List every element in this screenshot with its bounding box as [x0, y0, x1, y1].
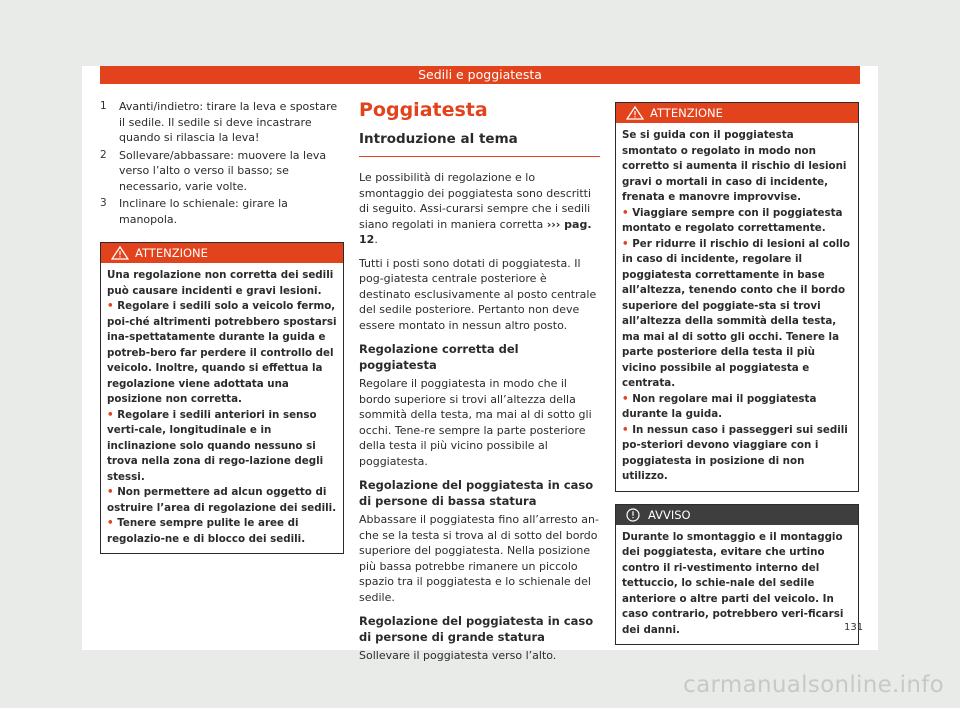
bullet-icon: •: [622, 423, 629, 436]
bullet-icon: •: [107, 300, 114, 312]
notice-header: [616, 505, 858, 525]
section-title: Poggiatesta: [359, 99, 488, 121]
paragraph: Regolare il poggiatesta in modo che il bordo superiore si trovi all’altezza della sommità della testa, ma mai al di sotto gli occhi. Tene-re sempre la parte posteriore della testa il più vicino possibile al poggiatesta.: [359, 377, 592, 468]
intro-paragraph: Le possibilità di regolazione e lo smontaggio dei poggiatesta sono descritti di seguito. Assi-curarsi sempre che i sedili siano regolati in maniera corretta ››› pag. 12.: [359, 171, 592, 246]
info-circle-icon: [626, 508, 640, 522]
step-number: 2: [100, 148, 107, 161]
warning-intro: Una regolazione non corretta dei sedili può causare incidenti e gravi lesioni.: [107, 269, 334, 297]
notice-body: Durante lo smontaggio e il montaggio dei poggiatesta, evitare che urtino contro il ri-vestimento interno del tettuccio, lo schie-nale del sedile anteriore o altre parti del veicolo. In caso contrario, potrebbero veri-ficarsi dei danni.: [622, 530, 844, 636]
warning-triangle-icon: [626, 106, 644, 120]
warning-bullet: • Tenere sempre pulite le aree di regolazio-ne e di blocco dei sedili.: [107, 517, 306, 545]
bullet-icon: •: [107, 517, 114, 529]
section-subtitle: Introduzione al tema: [359, 130, 600, 157]
warning-label: ATTENZIONE: [650, 106, 723, 120]
warning-bullet: • Regolare i sedili solo a veicolo fermo, poi-ché altrimenti potrebbero spostarsi ina-spettatamente durante la guida e potreb-bero far perdere il controllo del veicolo. Inoltre, quando si effettua la regolazione viene adottata una posizione non corretta.: [107, 300, 337, 405]
warning-label: ATTENZIONE: [135, 246, 208, 260]
warning-bullet: • In nessun caso i passeggeri sui sedili po-steriori devono viaggiare con i poggiatesta in posizione di non utilizzo.: [622, 423, 848, 482]
watermark: carmanualsonline.info: [683, 672, 944, 698]
paragraph: Tutti i posti sono dotati di poggiatesta. Il pog-giatesta centrale posteriore è destinato esclusivamente al posto centrale del sedile posteriore. Pertanto non deve essere montato in nessun altro posto.: [359, 256, 597, 332]
bullet-icon: •: [622, 392, 629, 405]
step-item: [100, 148, 344, 195]
column-right: [615, 102, 859, 645]
subsection-heading: Regolazione del poggiatesta in caso di persone di grande statura: [359, 614, 594, 644]
warning-header: [101, 243, 343, 263]
chapter-header: Sedili e poggiatesta: [100, 66, 860, 84]
bullet-icon: •: [622, 206, 629, 219]
paragraph: Sollevare il poggiatesta verso l’alto.: [359, 649, 557, 662]
notice-label: AVVISO: [648, 507, 691, 522]
bullet-icon: •: [107, 486, 114, 498]
bullet-icon: •: [622, 237, 629, 250]
warning-body: [616, 123, 858, 491]
step-item: [100, 196, 344, 227]
warning-box: [100, 242, 344, 554]
notice-box: [615, 504, 859, 646]
step-number: 1: [100, 100, 107, 112]
step-number: 3: [100, 197, 107, 209]
warning-bullet: • Viaggiare sempre con il poggiatesta montato e regolato correttamente.: [622, 206, 843, 234]
column-middle: [359, 99, 600, 672]
page-number: 131: [844, 622, 864, 633]
warning-bullet: • Non permettere ad alcun oggetto di ostruire l’area di regolazione dei sedili.: [107, 486, 337, 514]
step-text: Avanti/indietro: tirare la leva e spostare il sedile. Il sedile si deve incastrare quando si rilascia la leva!: [119, 100, 338, 144]
warning-bullet: • Non regolare mai il poggiatesta durante la guida.: [622, 392, 817, 420]
warning-header: [616, 103, 858, 123]
warning-triangle-icon: [111, 246, 129, 260]
column-left: [100, 99, 344, 554]
warning-box: [615, 102, 859, 492]
page-reference-link[interactable]: ››› pag. 12: [359, 217, 592, 246]
step-text: Inclinare lo schienale: girare la manopola.: [119, 197, 288, 226]
subsection-heading: Regolazione del poggiatesta in caso di persone di bassa statura: [359, 478, 594, 508]
warning-intro: Se si guida con il poggiatesta smontato o regolato in modo non corretto si aumenta il rischio di lesioni gravi o mortali in caso di incidente, frenata e manovre improvvise.: [622, 129, 847, 203]
paragraph: Abbassare il poggiatesta fino all’arresto an-che se la testa si trova al di sotto del bordo superiore del poggiatesta. Nella posizione più bassa potrebbe rimanere un piccolo spazio tra il poggiatesta e lo schienale del sedile.: [359, 513, 599, 604]
step-item: [100, 99, 344, 146]
step-text: Sollevare/abbassare: muovere la leva verso l’alto o verso il basso; se necessario, varie volte.: [119, 148, 327, 193]
warning-bullet: • Per ridurre il rischio di lesioni al collo in caso di incidente, regolare il poggiatesta correttamente in base all’altezza, tenendo conto che il bordo superiore del poggiate-sta si trovi all’altezza della sommità della testa, ma mai al di sotto gli occhi. Tenere la parte posteriore della testa il più vicino possibile al poggiatesta e centrata.: [622, 237, 850, 389]
warning-bullet: • Regolare i sedili anteriori in senso verti-cale, longitudinale e in inclinazione solo quando nessuno si trova nella zona di rego-lazione degli stessi.: [107, 408, 324, 483]
warning-body: [101, 263, 343, 553]
bullet-icon: •: [107, 408, 114, 421]
subsection-heading: Regolazione corretta del poggiatesta: [359, 342, 519, 372]
